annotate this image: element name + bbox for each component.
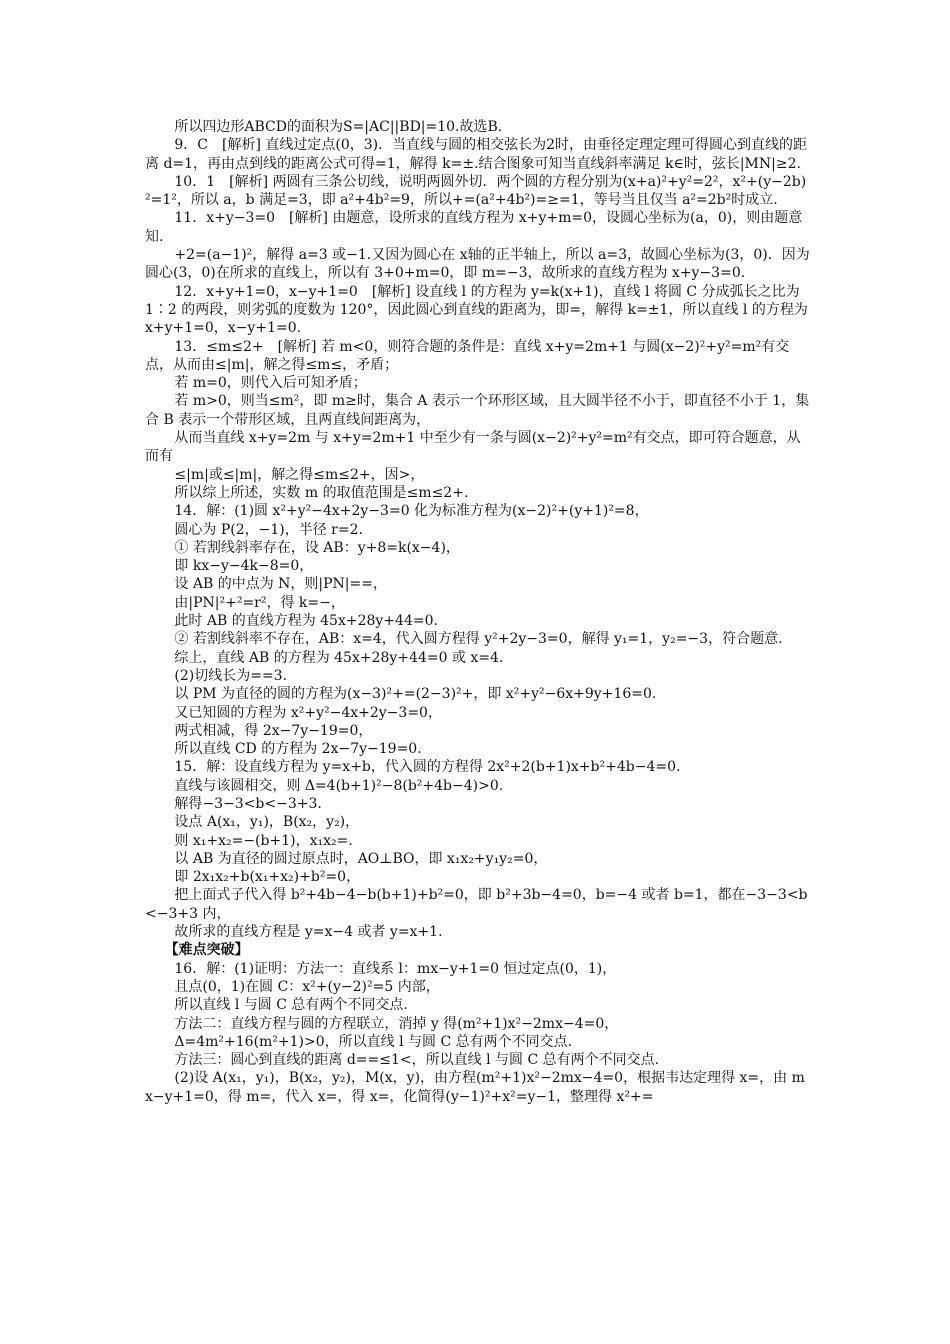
text-line: 以 PM 为直径的圆的方程为(x−3)²+=(2−3)²+，即 x²+y²−6x+9y+16=0.: [174, 686, 657, 703]
text-line: 所以直线 l 与圆 C 总有两个不同交点.: [174, 997, 408, 1014]
text-line: (2)切线长为==3.: [174, 667, 288, 684]
text-line: 设 AB 的中点为 N，则|PN|==，: [174, 576, 387, 593]
text-line: 即 2x₁x₂+b(x₁+x₂)+b²=0，: [174, 869, 361, 886]
text-line: Δ=4m²+16(m²+1)>0，所以直线 l 与圆 C 总有两个不同交点.: [174, 1033, 573, 1050]
text-line: 所以直线 CD 的方程为 2x−7y−19=0.: [174, 741, 422, 758]
text-line: ② 若割线斜率不存在，AB：x=4，代入圆方程得 y²+2y−3=0，解得 y₁=1，y₂=−3，符合题意.: [174, 631, 783, 648]
section-heading: 【难点突破】: [164, 942, 249, 959]
text-line: ≤|m|或≤|m|，解之得≤m≤2+，因>，: [174, 466, 425, 483]
problem-11: 11．x+y−3=0 [解析] 由题意，设所求的直线方程为 x+y+m=0，设圆心坐标为(a，0)，则由题意知.: [145, 210, 803, 245]
text-line: ① 若割线斜率存在，设 AB：y+8=k(x−4)，: [174, 539, 460, 556]
text-line: 圆心为 P(2，−1)，半径 r=2.: [174, 521, 363, 538]
text-line: 若 m>0，则当≤m²，即 m≥时，集合 A 表示一个环形区域，且大圆半径不小于，即直径不小于 1，集合 B 表示一个带形区域，且两直线间距离为，: [145, 393, 810, 428]
text-line: 两式相减，得 2x−7y−19=0，: [174, 722, 373, 739]
text-line: 解得−3−3<b<−3+3.: [174, 795, 322, 812]
text-line: 若 m=0，则代入后可知矛盾；: [174, 375, 367, 392]
text-line: 所以四边形ABCD的面积为S=|AC||BD|=10.故选B.: [174, 119, 503, 135]
problem-16: 16．解：(1)证明：方法一：直线系 l：mx−y+1=0 恒过定点(0，1)，: [174, 960, 617, 977]
text-line: 方法二：直线方程与圆的方程联立，消掉 y 得(m²+1)x²−2mx−4=0，: [174, 1015, 619, 1032]
problem-13: 13．≤m≤2+ [解析] 若 m<0，则符合题的条件是：直线 x+y=2m+1 与圆(x−2)²+y²=m²有交点，从而由≤|m|，解之得≤m≤，矛盾；: [145, 338, 790, 373]
text-line: 所以综上所述，实数 m 的取值范围是≤m≤2+.: [174, 484, 469, 501]
problem-9: 9．C [解析] 直线过定点(0，3)．当直线与圆的相交弦长为2时，由垂径定理定理可得圆心到直线的距离 d=1，再由点到线的距离公式可得=1，解得 k=±.结合图象可知当直线斜率满足 k∈时，弦长|MN|≥2.: [145, 137, 808, 172]
problem-10: 10．1 [解析] 两圆有三条公切线，说明两圆外切．两个圆的方程分别为(x+a)²+y²=2²，x²+(y−2b)²=1²，所以 a，b 满足=3，即 a²+4b²=9，所以+=(a²+4b²)=≥=1，等号当且仅当 a²=2b²时成立.: [145, 173, 807, 209]
problem-15: 15．解：设直线方程为 y=x+b，代入圆的方程得 2x²+2(b+1)x+b²+4b−4=0.: [174, 759, 681, 776]
text-line: 则 x₁+x₂=−(b+1)，x₁x₂=.: [174, 832, 353, 849]
problem-12: 12．x+y+1=0，x−y+1=0 [解析] 设直线 l 的方程为 y=k(x+1)，直线 l 将圆 C 分成弧长之比为 1∶2 的两段，则劣弧的度数为 120°，因此圆心到直线的距离为，即=，解得 k=±1，所以直线 l 的方程为 x+y+1=0，x−y+1=0.: [145, 283, 808, 337]
text-line: 又已知圆的方程为 x²+y²−4x+2y−3=0，: [174, 704, 442, 721]
text-line: 即 kx−y−4k−8=0，: [174, 558, 314, 575]
text-line: 设点 A(x₁，y₁)，B(x₂，y₂)，: [174, 814, 360, 831]
text-line: +2=(a−1)²，解得 a=3 或−1.又因为圆心在 x轴的正半轴上，所以 a=3，故圆心坐标为(3，0)．因为圆心(3，0)在所求的直线上，所以有 3+0+m=0，即 m=−3，故所求的直线方程为 x+y−3=0.: [145, 247, 810, 282]
text-line: 故所求的直线方程是 y=x−4 或者 y=x+1.: [174, 924, 443, 941]
text-line: (2)设 A(x₁，y₁)，B(x₂，y₂)，M(x，y)，由方程(m²+1)x²−2mx−4=0，根据韦达定理得 x=，由 mx−y+1=0，得 m=，代入 x=，得 x=，化简得(y−1)²+x²=y−1，整理得 x²+=: [145, 1070, 805, 1105]
text-line: 综上，直线 AB 的方程为 45x+28y+44=0 或 x=4.: [174, 649, 504, 666]
problem-14: 14．解：(1)圆 x²+y²−4x+2y−3=0 化为标准方程为(x−2)²+(y+1)²=8，: [174, 503, 649, 520]
text-line: 把上面式子代入得 b²+4b−4−b(b+1)+b²=0，即 b²+3b−4=0，b=−4 或者 b=1，都在−3−3<b<−3+3 内，: [145, 887, 808, 922]
text-line: 以 AB 为直径的圆过原点时，AO⊥BO，即 x₁x₂+y₁y₂=0，: [174, 850, 548, 867]
text-line: 方法三：圆心到直线的距离 d==≤1<，所以直线 l 与圆 C 总有两个不同交点.: [174, 1052, 660, 1069]
text-line: 此时 AB 的直线方程为 45x+28y+44=0.: [174, 613, 438, 630]
text-line: 由|PN|²+²=r²，得 k=−，: [174, 594, 345, 611]
document-body: [145, 118, 810, 1106]
text-line: 从而当直线 x+y=2m 与 x+y=2m+1 中至少有一条与圆(x−2)²+y²=m²有交点，即可符合题意，从而有: [145, 430, 801, 465]
text-line: 且点(0，1)在圆 C：x²+(y−2)²=5 内部，: [174, 978, 440, 995]
text-line: 直线与该圆相交，则 Δ=4(b+1)²−8(b²+4b−4)>0.: [174, 777, 504, 794]
